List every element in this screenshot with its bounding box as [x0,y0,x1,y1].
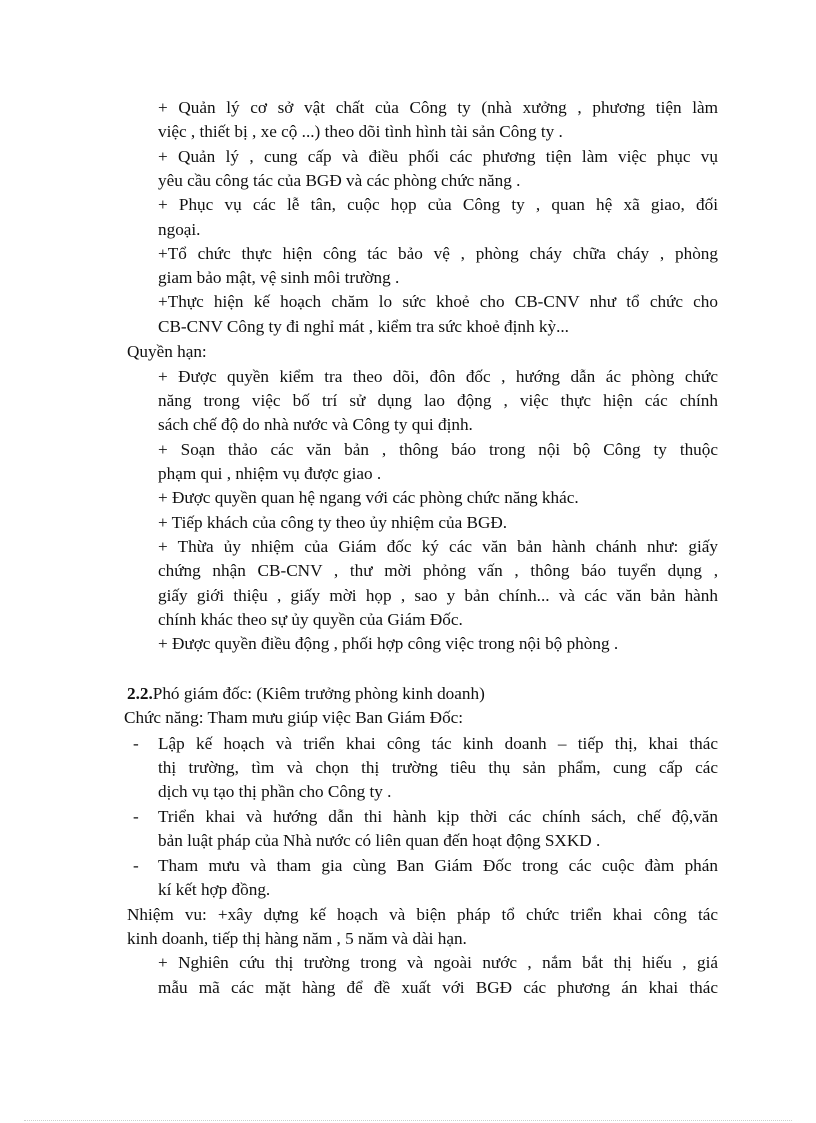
bullet-line: dịch vụ tạo thị phần cho Công ty . [158,782,392,801]
bullet-line: bản luật pháp của Nhà nước có liên quan đến hoạt động SXKD . [158,831,601,850]
text-line: việc , thiết bị , xe cộ ...) theo dõi tình hình tài sản Công ty . [158,122,563,141]
text-line: + Được quyền quan hệ ngang với các phòng chức năng khác. [158,488,579,507]
text-line: giam bảo mật, vệ sinh môi trường . [158,268,400,287]
text-line: sách chế độ do nhà nước và Công ty qui định. [158,415,473,434]
text-line: + Quản lý , cung cấp và điều phối các phương tiện làm việc phục vụ [158,147,718,166]
section-number: 2.2. [127,684,153,703]
section-title: Phó giám đốc: (Kiêm trưởng phòng kinh doanh) [152,684,485,703]
text-line: ngoại. [158,220,201,239]
text-line: mẫu mã các mặt hàng để đề xuất với BGĐ các phương án khai thác [158,978,718,997]
bullet-marker: - [133,856,139,875]
rights-heading: Quyền hạn: [127,342,207,361]
bullet-line: Lập kế hoạch và triển khai công tác kinh doanh – tiếp thị, khai thác [158,734,718,753]
text-line: chính khác theo sự ủy quyền của Giám Đốc. [158,610,463,629]
bullet-line: thị trường, tìm và chọn thị trường tiêu thụ sản phẩm, cung cấp các [158,758,718,777]
text-line: + Được quyền điều động , phối hợp công việc trong nội bộ phòng . [158,634,619,653]
text-line: phạm qui , nhiệm vụ được giao . [158,464,382,483]
text-line: + Tiếp khách của công ty theo ủy nhiệm của BGĐ. [158,513,508,532]
text-line: + Nghiên cứu thị trường trong và ngoài nước , nắm bắt thị hiếu , giá [158,953,718,972]
duties-line: kinh doanh, tiếp thị hàng năm , 5 năm và dài hạn. [127,929,467,948]
text-line: + Thừa ủy nhiệm của Giám đốc ký các văn bản hành chánh như: giấy [158,537,718,556]
text-line: + Soạn thảo các văn bản , thông báo trong nội bộ Công ty thuộc [158,440,718,459]
text-line: +Tổ chức thực hiện công tác bảo vệ , phòng cháy chữa cháy , phòng [158,244,718,263]
bullet-line: kí kết hợp đồng. [158,880,271,899]
section-heading [127,682,485,706]
text-line: + Phục vụ các lễ tân, cuộc họp của Công ty , quan hệ xã giao, đối [158,195,718,214]
text-line: CB-CNV Công ty đi nghỉ mát , kiểm tra sức khoẻ định kỳ... [158,317,569,336]
text-line: +Thực hiện kế hoạch chăm lo sức khoẻ cho CB-CNV như tổ chức cho [158,292,718,311]
text-line: + Quản lý cơ sở vật chất của Công ty (nhà xưởng , phương tiện làm [158,98,718,117]
page-bottom-rule [24,1120,792,1121]
text-line: yêu cầu công tác của BGĐ và các phòng chức năng . [158,171,521,190]
text-line: chứng nhận CB-CNV , thư mời phỏng vấn , thông báo tuyển dụng , [158,561,718,580]
function-line: Chức năng: Tham mưu giúp việc Ban Giám Đốc: [124,708,464,727]
text-line: + Được quyền kiểm tra theo dõi, đôn đốc , hướng dẫn ác phòng chức [158,367,718,386]
bullet-line: Triển khai và hướng dẫn thi hành kịp thời các chính sách, chế độ,văn [158,807,718,826]
text-line: năng trong việc bố trí sử dụng lao động , việc thực hiện các chính [158,391,718,410]
text-line: giấy giới thiệu , giấy mời họp , sao y bản chính... và các văn bản hành [158,586,718,605]
bullet-line: Tham mưu và tham gia cùng Ban Giám Đốc trong các cuộc đàm phán [158,856,718,875]
bullet-marker: - [133,807,139,826]
duties-line: Nhiệm vu: +xây dựng kế hoạch và biện pháp tổ chức triển khai công tác [127,905,718,924]
bullet-marker: - [133,734,139,753]
